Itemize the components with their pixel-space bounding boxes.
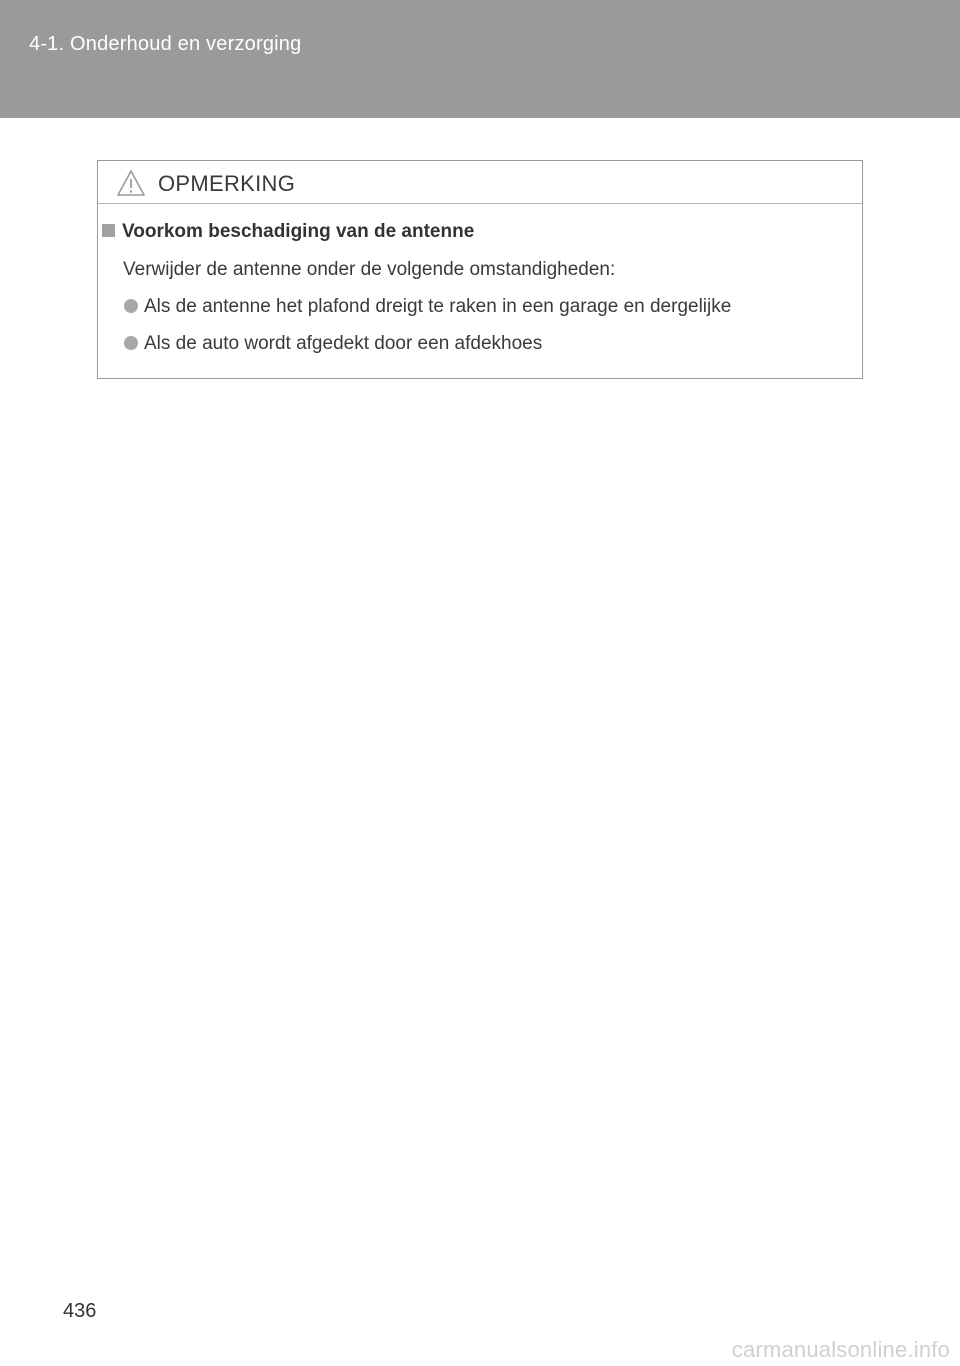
notice-box	[97, 160, 863, 379]
circle-bullet-icon	[124, 336, 138, 350]
watermark: carmanualsonline.info	[731, 1337, 950, 1362]
list-item-text: Als de antenne het plafond dreigt te raken in een garage en dergelijke	[144, 296, 732, 317]
list-item	[124, 333, 542, 355]
subheading-text: Voorkom beschadiging van de antenne	[122, 221, 475, 242]
circle-bullet-icon	[124, 299, 138, 313]
notice-subheading	[102, 221, 474, 243]
warning-triangle-icon	[116, 169, 146, 197]
page-number: 436	[63, 1300, 97, 1322]
notice-title: OPMERKING	[158, 171, 296, 196]
square-bullet-icon	[102, 224, 115, 237]
page-header	[0, 0, 960, 118]
section-title: 4-1. Onderhoud en verzorging	[29, 33, 302, 55]
notice-intro: Verwijder de antenne onder de volgende omstandigheden:	[123, 259, 616, 280]
list-item-text: Als de auto wordt afgedekt door een afdekhoes	[144, 333, 543, 354]
list-item	[124, 296, 731, 318]
notice-header	[98, 161, 862, 204]
